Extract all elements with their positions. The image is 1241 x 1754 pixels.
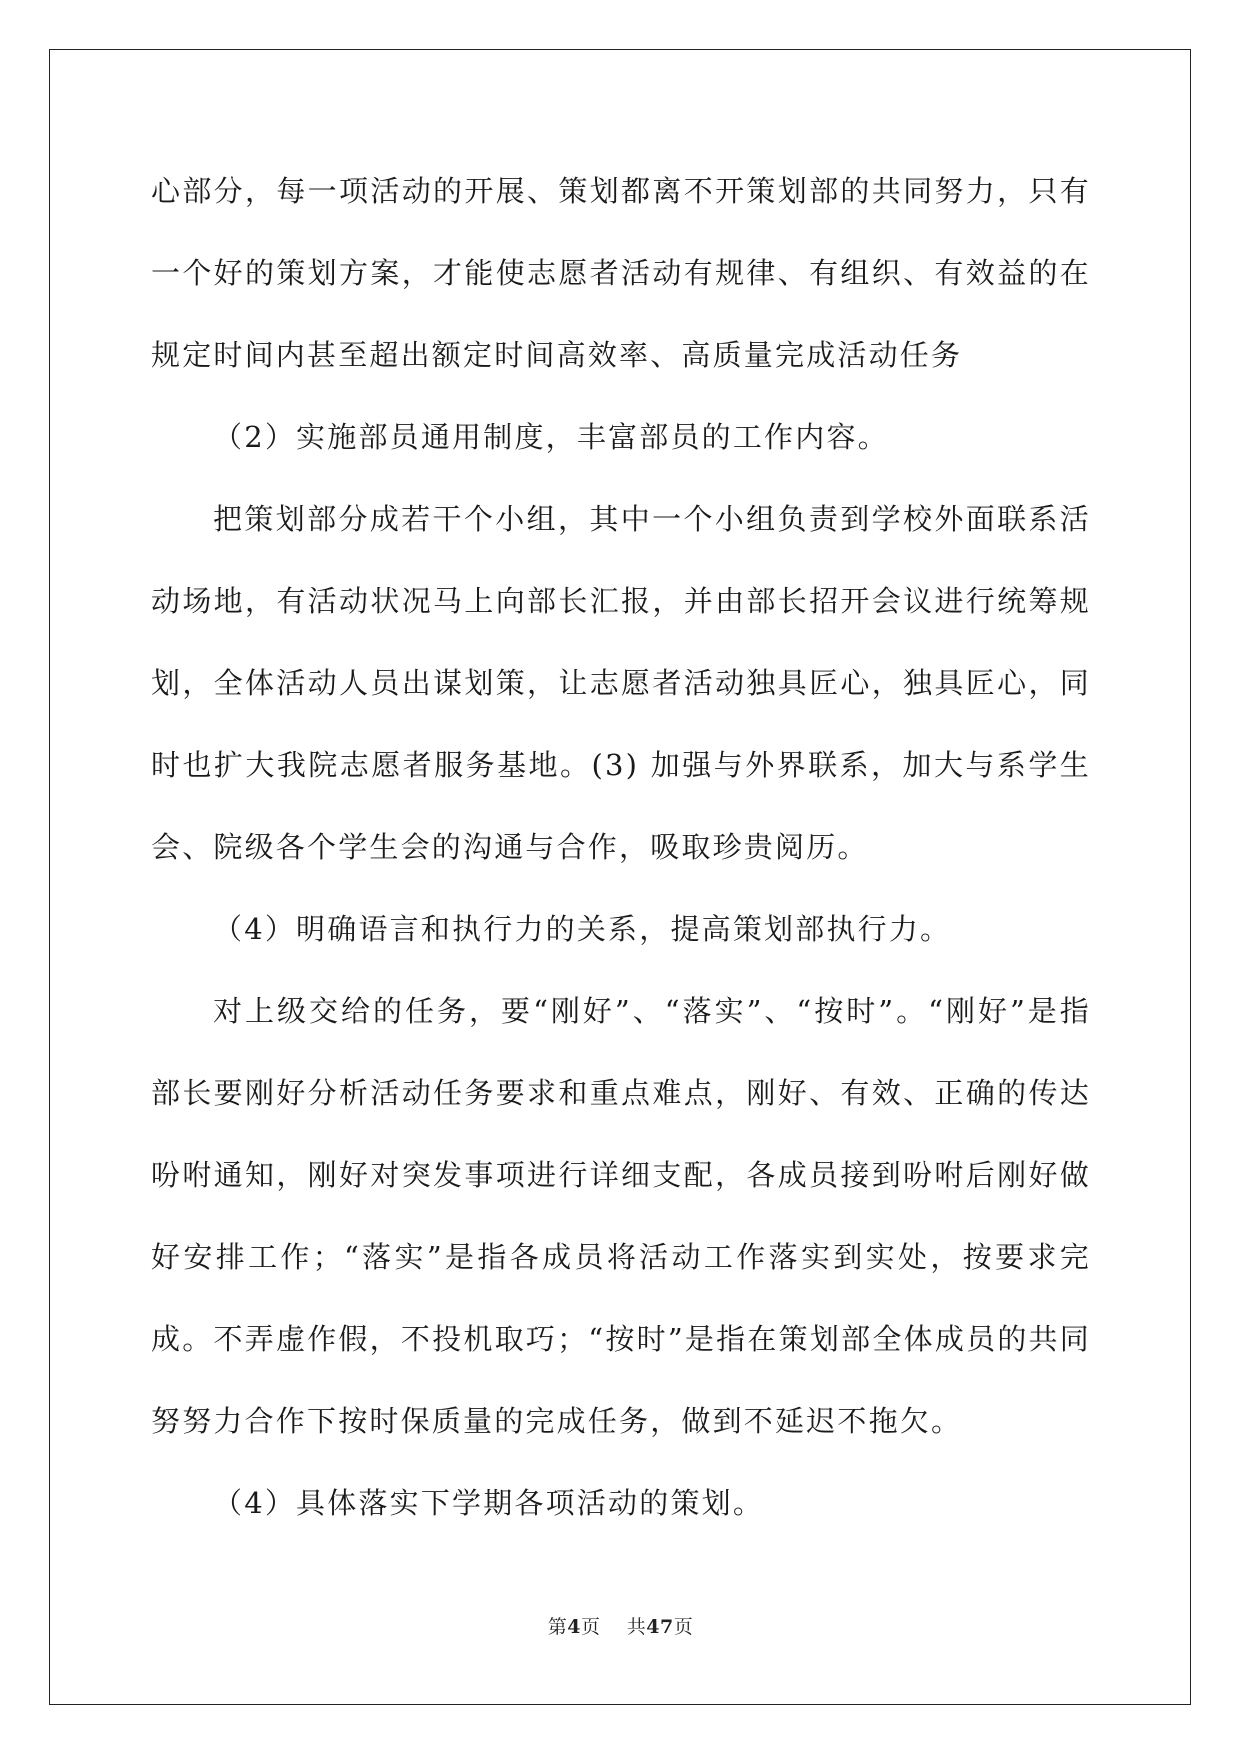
paragraph-continuation: 心部分，每一项活动的开展、策划都离不开策划部的共同努力，只有一个好的策划方案，才能使志愿者活动有规律、有组织、有效益的在规定时间内甚至超出额定时间高效率、高质量完成活动任务 bbox=[151, 174, 1091, 372]
paragraph-heading-2: （2）实施部员通用制度，丰富部员的工作内容。 bbox=[213, 420, 889, 454]
document-body bbox=[151, 150, 1091, 1544]
footer-page-unit: 页 bbox=[581, 1616, 601, 1638]
footer-prefix: 第 bbox=[547, 1616, 568, 1638]
paragraph-body: 把策划部分成若干个小组，其中一个小组负责到学校外面联系活动场地，有活动状况马上向部长汇报，并由部长招开会议进行统筹规划，全体活动人员出谋划策，让志愿者活动独具匠心，独具匠心，同时也扩大我院志愿者服务基地。(3) 加强与外界联系，加大与系学生会、院级各个学生会的沟通与合作，吸取珍贵阅历。 bbox=[151, 502, 1091, 864]
paragraph-heading-4b: （4）具体落实下学期各项活动的策划。 bbox=[213, 1486, 765, 1520]
footer-total-unit: 页 bbox=[673, 1616, 694, 1638]
footer-total-prefix: 共 bbox=[626, 1616, 647, 1638]
paragraph-heading-4: （4）明确语言和执行力的关系，提高策划部执行力。 bbox=[213, 912, 952, 946]
page-number: 4 bbox=[567, 1616, 582, 1638]
paragraph-body: 对上级交给的任务，要“刚好”、“落实”、“按时”。“刚好”是指部长要刚好分析活动任务要求和重点难点，刚好、有效、正确的传达吩咐通知，刚好对突发事项进行详细支配，各成员接到吩咐后刚好做好安排工作；“落实”是指各成员将活动工作落实到实处，按要求完成。不弄虚作假，不投机取巧；“按时”是指在策划部全体成员的共同努努力合作下按时保质量的完成任务，做到不延迟不拖欠。 bbox=[151, 994, 1091, 1438]
total-pages: 47 bbox=[646, 1616, 674, 1638]
page-footer bbox=[0, 1612, 1241, 1639]
